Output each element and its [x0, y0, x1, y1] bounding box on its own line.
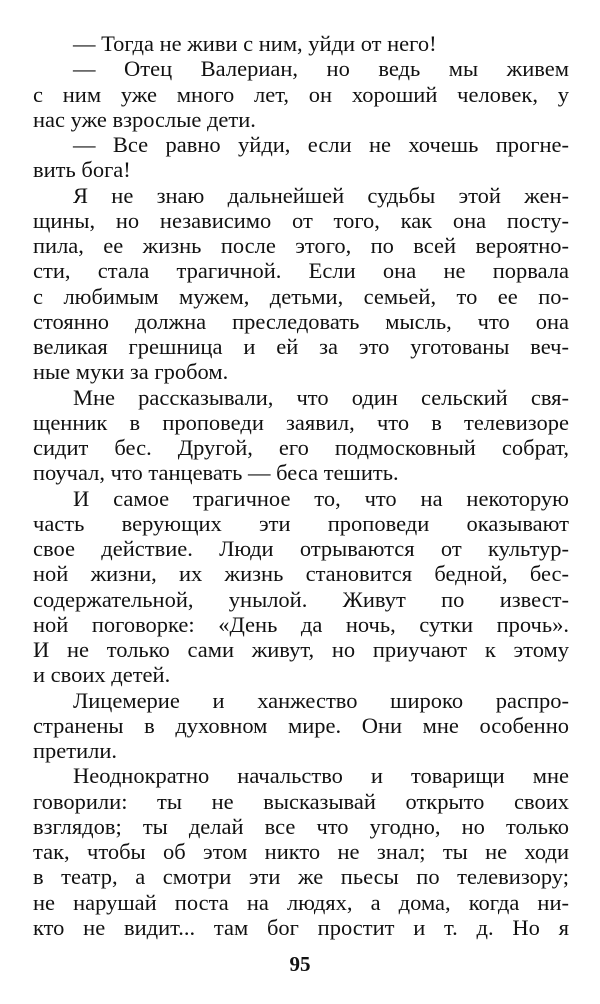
text-line: содержательной, унылой. Живут по извест- — [33, 586, 569, 612]
text-line: претили. — [33, 738, 118, 763]
text-line: сидит бес. Другой, его подмосковный собрат, — [33, 435, 569, 460]
paragraph — [33, 486, 569, 688]
text-line: щины, но независимо от того, как она посту- — [33, 207, 569, 233]
text-line: вить бога! — [33, 157, 131, 183]
text-line: свое действие. Люди отрываются от культур- — [33, 536, 569, 561]
text-line: сти, стала трагичной. Если она не порвала — [33, 258, 569, 284]
text-line: Мне рассказывали, что один сельский свя- — [73, 384, 569, 410]
text-line: и своих детей. — [33, 662, 171, 688]
paragraph — [33, 31, 569, 56]
text-line: ной жизни, их жизнь становится бедной, бес- — [33, 561, 569, 587]
text-line: И самое трагичное то, что на некоторую — [73, 485, 569, 511]
paragraph — [33, 385, 569, 486]
page-number: 95 — [289, 952, 311, 976]
text-line: И не только сами живут, но приучают к этому — [33, 637, 569, 662]
text-line: говорили: ты не высказывай открыто своих — [33, 788, 569, 814]
paragraph — [33, 132, 569, 183]
text-line: — Все равно уйди, если не хочешь прогне- — [73, 132, 569, 157]
paragraph — [33, 183, 569, 385]
paragraph — [33, 763, 569, 940]
text-line: с любимым мужем, детьми, семьей, то ее по- — [33, 283, 569, 309]
text-line: ной поговорке: «День да ночь, сутки прочь». — [33, 611, 569, 637]
book-page-text — [33, 31, 569, 940]
text-line: — Отец Валериан, но ведь мы живем — [73, 56, 569, 82]
text-line: — Тогда не живи с ним, уйди от него! — [73, 31, 437, 56]
text-line: так, чтобы об этом никто не знал; ты не ходи — [33, 839, 569, 864]
text-line: в театр, а смотри эти же пьесы по телевизору; — [33, 864, 569, 890]
text-line: ные муки за гробом. — [33, 359, 229, 385]
paragraph — [33, 688, 569, 764]
text-line: взглядов; ты делай все что угодно, но только — [33, 813, 569, 839]
text-line: щенник в проповеди заявил, что в телевизоре — [33, 409, 569, 435]
text-line: часть верующих эти проповеди оказывают — [33, 510, 569, 536]
text-line: нас уже взрослые дети. — [33, 106, 256, 132]
text-line: Я не знаю дальнейшей судьбы этой жен- — [73, 182, 569, 208]
text-line: не нарушай поста на людях, а дома, когда ни- — [33, 889, 569, 915]
paragraph — [33, 56, 569, 132]
text-line: кто не видит... там бог простит и т. д. Но я — [33, 914, 569, 940]
text-line: Неоднократно начальство и товарищи мне — [73, 763, 569, 789]
text-line: поучал, что танцевать — беса тешить. — [33, 460, 399, 486]
text-line: пила, ее жизнь после этого, по всей вероятно- — [33, 233, 569, 258]
text-line: стоянно должна преследовать мысль, что она — [33, 308, 569, 334]
text-line: великая грешница и ей за это уготованы веч- — [33, 334, 569, 359]
text-line: с ним уже много лет, он хороший человек, у — [33, 81, 569, 107]
text-line: странены в духовном мире. Они мне особенно — [33, 712, 569, 738]
text-line: Лицемерие и ханжество широко распро- — [73, 687, 569, 713]
